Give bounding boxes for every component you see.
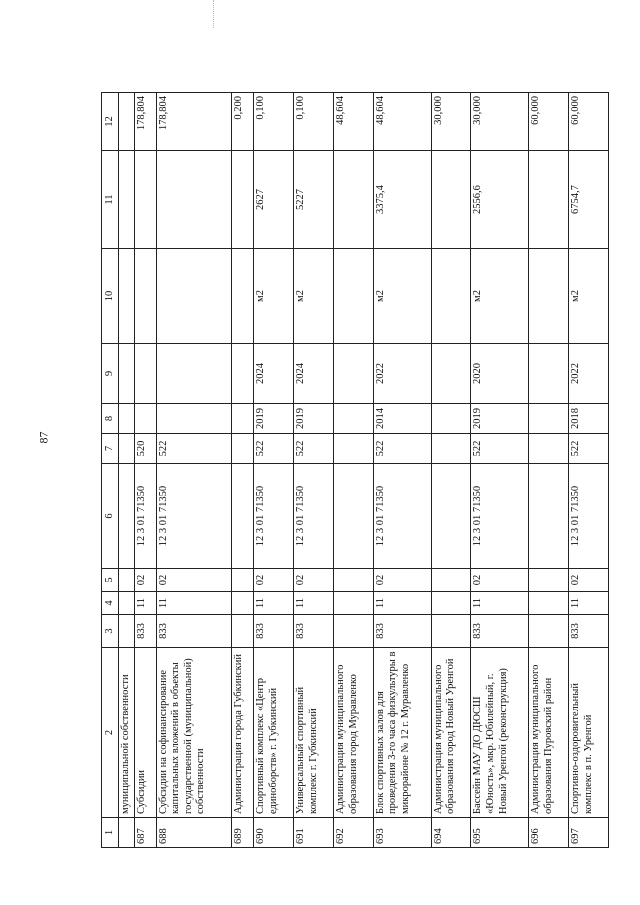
table-cell <box>232 569 254 592</box>
table-cell <box>232 344 254 404</box>
table-cell: Администрация муниципального образования город Новый Уренгой <box>431 648 471 818</box>
table-cell <box>119 818 135 848</box>
table-cell: 693 <box>373 818 431 848</box>
table-cell: 2627 <box>254 151 294 249</box>
table-cell <box>134 249 156 344</box>
table-cell <box>119 464 135 569</box>
table-cell: 689 <box>232 818 254 848</box>
table-cell: 522 <box>254 434 294 464</box>
table-cell: 833 <box>373 615 431 648</box>
scan-artifact <box>213 0 215 28</box>
table-cell: 2019 <box>294 404 334 434</box>
table-cell <box>232 434 254 464</box>
table-cell: 697 <box>569 818 609 848</box>
table-cell: 2022 <box>373 344 431 404</box>
column-header: 9 <box>102 344 119 404</box>
table-cell: 3375,4 <box>373 151 431 249</box>
table-cell: 0,100 <box>294 93 334 151</box>
table-cell: 02 <box>294 569 334 592</box>
table-cell <box>333 569 373 592</box>
table-cell <box>431 569 471 592</box>
table-cell <box>119 615 135 648</box>
table-row <box>232 93 254 848</box>
table-cell: м2 <box>373 249 431 344</box>
table-cell: 178,804 <box>156 93 232 151</box>
table-cell <box>333 434 373 464</box>
table-cell: Администрация муниципального образования город Муравленко <box>333 648 373 818</box>
table-cell <box>431 344 471 404</box>
table-cell <box>529 249 569 344</box>
table-cell <box>134 344 156 404</box>
table-cell: 522 <box>569 434 609 464</box>
table-cell <box>232 151 254 249</box>
table-cell <box>156 404 232 434</box>
table-cell: 833 <box>134 615 156 648</box>
table-cell: 692 <box>333 818 373 848</box>
table-cell <box>431 249 471 344</box>
table-cell <box>431 592 471 615</box>
table-cell: 833 <box>156 615 232 648</box>
table-row <box>333 93 373 848</box>
table-cell: м2 <box>254 249 294 344</box>
table-cell: 30,000 <box>471 93 529 151</box>
table-cell <box>119 344 135 404</box>
table-cell <box>529 344 569 404</box>
table-cell: 12 3 01 71350 <box>471 464 529 569</box>
table-cell: Администрация муниципального образования Пуровский район <box>529 648 569 818</box>
table-cell: 2022 <box>569 344 609 404</box>
column-header: 10 <box>102 249 119 344</box>
table-row <box>156 93 232 848</box>
table-cell <box>333 404 373 434</box>
table-cell: Субсидии на софинансирование капитальных вложений в объекты государственной (муниципальной) собственности <box>156 648 232 818</box>
page-number: 87 <box>36 431 51 444</box>
table-cell: 696 <box>529 818 569 848</box>
table-cell: 02 <box>156 569 232 592</box>
table-cell <box>333 249 373 344</box>
table-row <box>569 93 609 848</box>
table-cell <box>431 404 471 434</box>
table-row <box>373 93 431 848</box>
table-cell <box>333 615 373 648</box>
table-cell <box>156 344 232 404</box>
column-header: 2 <box>102 648 119 818</box>
table-cell: 11 <box>294 592 334 615</box>
table-cell <box>529 569 569 592</box>
table-row <box>254 93 294 848</box>
table-cell <box>529 434 569 464</box>
table-cell: Спортивный комплекс «Центр единоборств» г. Губкинский <box>254 648 294 818</box>
table-cell: Субсидии <box>134 648 156 818</box>
table-cell: 11 <box>373 592 431 615</box>
table-cell: Спортивно-оздоровительный комплекс в п. Уренгой <box>569 648 609 818</box>
table-cell: 690 <box>254 818 294 848</box>
table-cell: 48,604 <box>373 93 431 151</box>
table-cell <box>119 569 135 592</box>
table-cell <box>333 464 373 569</box>
table-cell: 12 3 01 71350 <box>134 464 156 569</box>
table-cell: 0,100 <box>254 93 294 151</box>
column-header: 11 <box>102 151 119 249</box>
table-cell: 11 <box>471 592 529 615</box>
table-cell <box>156 249 232 344</box>
table-cell: 178,804 <box>134 93 156 151</box>
column-header: 4 <box>102 592 119 615</box>
table-body <box>119 93 609 848</box>
table-cell: 6754,7 <box>569 151 609 249</box>
table-cell <box>134 151 156 249</box>
table-cell <box>119 93 135 151</box>
table-cell: 12 3 01 71350 <box>294 464 334 569</box>
column-header: 3 <box>102 615 119 648</box>
table-cell: 833 <box>254 615 294 648</box>
table-cell <box>232 464 254 569</box>
table-cell <box>232 615 254 648</box>
table-cell: 02 <box>373 569 431 592</box>
table-cell: м2 <box>294 249 334 344</box>
table-cell: 12 3 01 71350 <box>254 464 294 569</box>
table-cell <box>431 434 471 464</box>
table-cell: м2 <box>569 249 609 344</box>
table-cell: 12 3 01 71350 <box>373 464 431 569</box>
table-cell: 694 <box>431 818 471 848</box>
table-cell <box>529 404 569 434</box>
table-cell: 11 <box>254 592 294 615</box>
table-cell: 522 <box>294 434 334 464</box>
table-cell: 520 <box>134 434 156 464</box>
table-cell: 02 <box>134 569 156 592</box>
table-row <box>294 93 334 848</box>
table-cell: муниципальной собственности <box>119 648 135 818</box>
table-cell <box>119 249 135 344</box>
table-cell <box>232 592 254 615</box>
table-cell <box>333 592 373 615</box>
table-row <box>471 93 529 848</box>
table-cell <box>333 344 373 404</box>
table-cell <box>119 151 135 249</box>
table-cell: 02 <box>569 569 609 592</box>
table-cell: Блок спортивных залов для проведения 3-го часа физкультуры в микрорайоне № 12 г. Муравленко <box>373 648 431 818</box>
table-cell: 2556,6 <box>471 151 529 249</box>
column-header: 8 <box>102 404 119 434</box>
table-cell <box>529 615 569 648</box>
table-cell: 2020 <box>471 344 529 404</box>
rotated-table-container <box>101 93 609 848</box>
table-cell <box>529 592 569 615</box>
table-cell: 02 <box>254 569 294 592</box>
table-cell: 2024 <box>254 344 294 404</box>
table-cell: 522 <box>471 434 529 464</box>
column-header: 6 <box>102 464 119 569</box>
table-cell: 2019 <box>254 404 294 434</box>
table-row <box>119 93 135 848</box>
table-cell: 688 <box>156 818 232 848</box>
table-cell: 60,000 <box>529 93 569 151</box>
table-cell: Универсальный спортивный комплекс г. Губкинский <box>294 648 334 818</box>
column-header: 7 <box>102 434 119 464</box>
table-cell <box>232 404 254 434</box>
budget-table <box>101 92 609 848</box>
header-row <box>102 93 119 848</box>
table-cell: 2019 <box>471 404 529 434</box>
table-cell <box>232 249 254 344</box>
table-cell: 2018 <box>569 404 609 434</box>
table-cell: 02 <box>471 569 529 592</box>
table-cell: 11 <box>569 592 609 615</box>
column-header: 5 <box>102 569 119 592</box>
table-cell: 12 3 01 71350 <box>156 464 232 569</box>
table-cell <box>431 464 471 569</box>
column-header: 1 <box>102 818 119 848</box>
table-cell: 695 <box>471 818 529 848</box>
table-cell: 833 <box>294 615 334 648</box>
table-cell: 833 <box>569 615 609 648</box>
table-cell: 522 <box>156 434 232 464</box>
table-cell <box>119 404 135 434</box>
column-header: 12 <box>102 93 119 151</box>
table-cell: м2 <box>471 249 529 344</box>
table-cell: 2014 <box>373 404 431 434</box>
table-cell: 11 <box>156 592 232 615</box>
table-row <box>431 93 471 848</box>
table-cell: 12 3 01 71350 <box>569 464 609 569</box>
table-cell <box>119 592 135 615</box>
table-row <box>529 93 569 848</box>
table-cell: 30,000 <box>431 93 471 151</box>
table-cell: 48,604 <box>333 93 373 151</box>
table-cell: 11 <box>134 592 156 615</box>
table-cell <box>431 151 471 249</box>
table-cell <box>134 404 156 434</box>
table-cell <box>156 151 232 249</box>
table-cell: 60,000 <box>569 93 609 151</box>
table-cell: 833 <box>471 615 529 648</box>
table-cell: 5227 <box>294 151 334 249</box>
table-cell: 687 <box>134 818 156 848</box>
table-cell: 522 <box>373 434 431 464</box>
table-cell <box>333 151 373 249</box>
table-cell: 2024 <box>294 344 334 404</box>
table-cell: 0,200 <box>232 93 254 151</box>
table-row <box>134 93 156 848</box>
table-cell: Бассейн МАУ ДО ДЮСШ «Юность», мкр. Юбилейный, г. Новый Уренгой (реконструкция) <box>471 648 529 818</box>
table-cell <box>119 434 135 464</box>
table-cell <box>529 151 569 249</box>
table-cell: 691 <box>294 818 334 848</box>
table-cell <box>431 615 471 648</box>
table-cell: Администрация города Губкинский <box>232 648 254 818</box>
table-cell <box>529 464 569 569</box>
